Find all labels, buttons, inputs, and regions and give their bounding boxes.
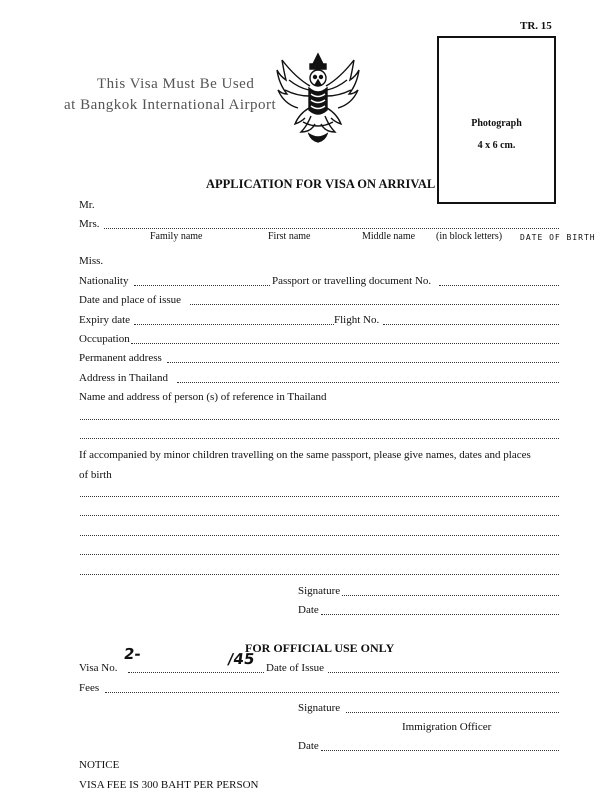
expiry-date-field[interactable] — [134, 324, 334, 325]
mrs-label: Mrs. — [79, 218, 100, 230]
flight-no-label: Flight No. — [334, 314, 380, 326]
occupation-label: Occupation — [79, 333, 130, 345]
reference-field-2[interactable] — [80, 438, 559, 439]
address-thailand-label: Address in Thailand — [79, 372, 169, 384]
notice-heading: NOTICE — [79, 759, 120, 771]
address-thailand-field[interactable] — [177, 382, 559, 383]
col-first-name: First name — [268, 231, 311, 242]
permanent-address-label: Permanent address — [79, 352, 162, 364]
col-date-of-birth: DATE OF BIRTH — [520, 233, 596, 242]
date-label: Date — [298, 604, 319, 616]
date-place-issue-field[interactable] — [190, 304, 559, 305]
passport-field[interactable] — [439, 285, 559, 286]
children-label-2: of birth — [79, 469, 112, 481]
miss-label: Miss. — [79, 255, 104, 267]
visa-no-field[interactable] — [128, 672, 264, 673]
passport-label: Passport or travelling document No. — [272, 275, 432, 287]
photo-size: 4 x 6 cm. — [477, 140, 516, 151]
signature-field[interactable] — [342, 595, 559, 596]
reference-label: Name and address of person (s) of reference in Thailand — [79, 391, 327, 403]
date-place-issue-label: Date and place of issue — [79, 294, 182, 306]
official-signature-label: Signature — [298, 702, 341, 714]
notice-text: VISA FEE IS 300 BAHT PER PERSON — [79, 779, 259, 791]
visa-no-label: Visa No. — [79, 662, 118, 674]
stamp-line-2: at Bangkok International Airport — [64, 97, 277, 113]
photo-box[interactable] — [437, 36, 556, 204]
reference-field-1[interactable] — [80, 419, 559, 420]
official-date-label: Date — [298, 740, 319, 752]
photo-label: Photograph — [471, 118, 522, 129]
children-field-2[interactable] — [80, 515, 559, 516]
official-use-heading: FOR OFFICIAL USE ONLY — [245, 641, 395, 655]
permanent-address-field[interactable] — [167, 362, 559, 363]
official-signature-field[interactable] — [346, 712, 559, 713]
handwritten-visa-number: 2- — [122, 645, 142, 663]
children-field-3[interactable] — [80, 535, 559, 536]
date-of-issue-label: Date of Issue — [266, 662, 325, 674]
children-label-1: If accompanied by minor children travelling on the same passport, please give names, dates and places — [79, 449, 531, 461]
immigration-officer-label: Immigration Officer — [402, 721, 492, 733]
children-field-4[interactable] — [80, 554, 559, 555]
col-middle-name: Middle name — [362, 231, 416, 242]
handwritten-mark: /45 — [226, 650, 256, 668]
official-date-field[interactable] — [321, 750, 559, 751]
nationality-field[interactable] — [134, 285, 270, 286]
expiry-date-label: Expiry date — [79, 314, 131, 326]
col-family-name: Family name — [150, 231, 203, 242]
date-of-issue-field[interactable] — [328, 672, 559, 673]
form-title: APPLICATION FOR VISA ON ARRIVAL — [206, 177, 436, 191]
mr-label: Mr. — [79, 199, 95, 211]
garuda-emblem-icon — [275, 50, 361, 146]
fees-field[interactable] — [105, 692, 559, 693]
stamp-line-1: This Visa Must Be Used — [97, 76, 255, 92]
occupation-field[interactable] — [131, 343, 559, 344]
nationality-label: Nationality — [79, 275, 129, 287]
children-field-5[interactable] — [80, 574, 559, 575]
name-field[interactable] — [104, 228, 559, 229]
date-field[interactable] — [321, 614, 559, 615]
signature-label: Signature — [298, 585, 341, 597]
children-field-1[interactable] — [80, 496, 559, 497]
flight-no-field[interactable] — [383, 324, 559, 325]
col-block-letters: (in block letters) — [436, 231, 503, 242]
form-code: TR. 15 — [520, 20, 552, 32]
fees-label: Fees — [79, 682, 100, 694]
